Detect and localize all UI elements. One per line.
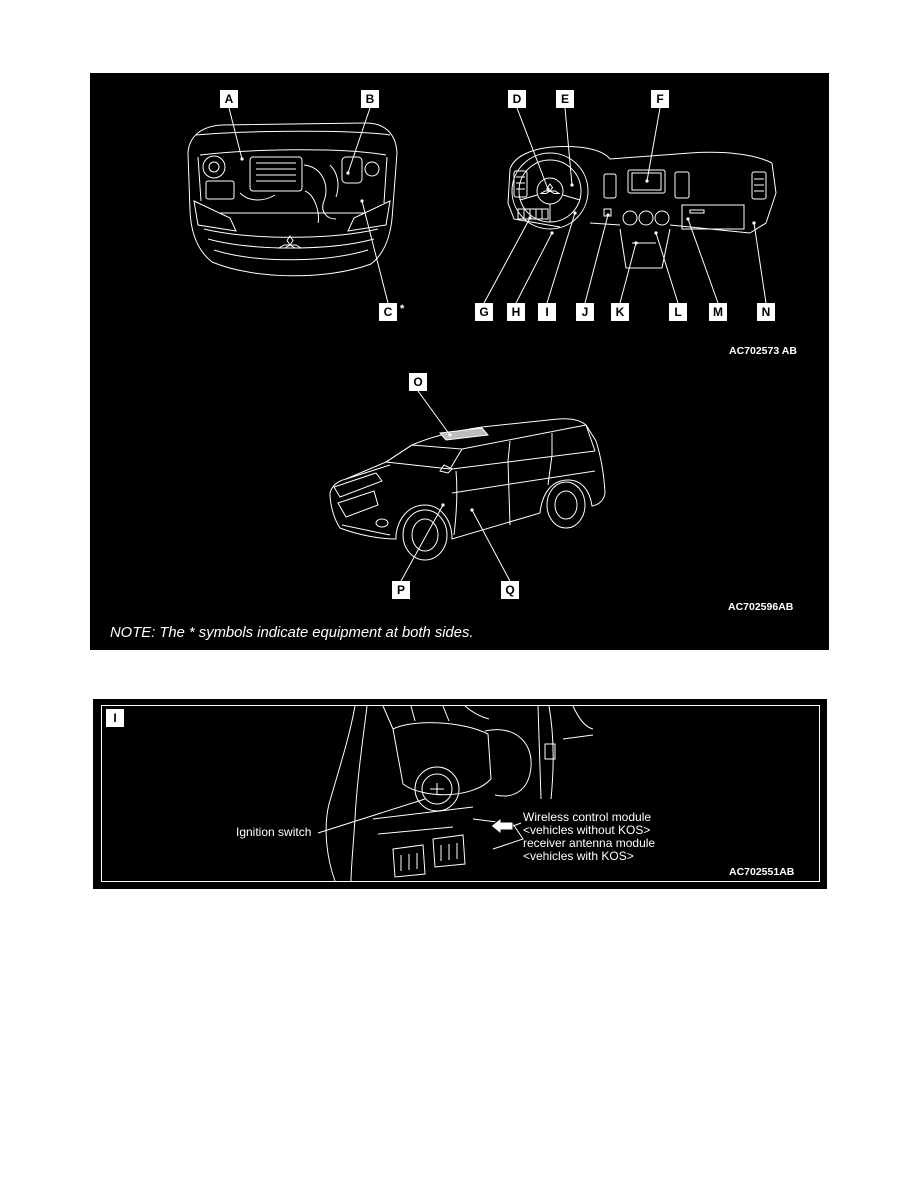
detail-figure-code: AC702551AB <box>729 866 795 878</box>
front-wheel <box>403 510 447 560</box>
engine-cover-ribs <box>256 163 296 181</box>
hoses <box>240 165 338 223</box>
glove-box-handle <box>690 210 704 213</box>
callout-o: O <box>409 373 427 391</box>
module-arrow <box>491 818 513 834</box>
leader-n <box>754 223 766 303</box>
both-sides-asterisk: * <box>400 303 405 315</box>
fog-light <box>376 519 388 527</box>
pillar-trim-inner <box>351 706 367 881</box>
module-leader <box>513 823 521 826</box>
leader-dot-m <box>686 217 689 220</box>
leader-j <box>585 215 608 303</box>
hood-line <box>346 462 450 479</box>
leader-dot-a <box>240 157 243 160</box>
windshield <box>386 445 462 469</box>
leader-dot-e <box>570 183 573 186</box>
battery <box>206 181 234 199</box>
leader-h <box>516 233 552 303</box>
leader-dot-d <box>546 187 549 190</box>
callout-j: J <box>576 303 594 321</box>
leader-c <box>362 201 388 303</box>
leader-dot-g <box>528 216 531 219</box>
module-label <box>523 811 655 863</box>
detail-line-art <box>93 699 827 889</box>
sunroof <box>440 428 488 440</box>
module-label-line-3: receiver antenna module <box>523 836 656 850</box>
leader-dot-c <box>360 199 363 202</box>
leader-dot-b <box>346 171 349 174</box>
callout-p: P <box>392 581 410 599</box>
pillar-trim-outer <box>326 706 355 881</box>
fender-inner-lines <box>198 157 387 203</box>
steering-column-cover <box>393 723 491 795</box>
body-crease <box>452 471 595 493</box>
callout-d: D <box>508 90 526 108</box>
detail-figure-i <box>93 699 827 889</box>
ignition-switch-leader <box>318 799 425 833</box>
strut-tower-right <box>365 162 379 176</box>
leader-dot-i <box>573 211 576 214</box>
callout-i: I <box>538 303 556 321</box>
leader-dot-n <box>752 221 755 224</box>
component-location-figure <box>90 73 829 650</box>
figure-code-lower: AC702596AB <box>728 601 794 613</box>
module-label-line-4: <vehicles with KOS> <box>523 849 634 863</box>
key-slot <box>430 783 444 795</box>
callout-l: L <box>669 303 687 321</box>
cowl-line <box>200 150 386 155</box>
leader-dot-k <box>634 241 637 244</box>
intake-duct <box>304 165 336 219</box>
leader-dot-q <box>470 508 473 511</box>
strut-tower-left <box>203 156 225 178</box>
leader-dot-h <box>550 231 553 234</box>
callout-q: Q <box>501 581 519 599</box>
leader-k <box>620 243 636 303</box>
callout-b: B <box>361 90 379 108</box>
instrument-panel-illustration <box>508 147 776 269</box>
trim-panel <box>485 730 531 796</box>
leader-dot-f <box>645 179 648 182</box>
module-label-line-2: <vehicles without KOS> <box>523 823 651 837</box>
column-upper-lines <box>383 706 489 729</box>
leader-lines <box>229 108 766 581</box>
center-vent-left <box>604 174 616 198</box>
center-vent-right <box>675 172 689 198</box>
right-frame <box>538 706 593 799</box>
hood-outline <box>188 123 397 153</box>
callout-f: F <box>651 90 669 108</box>
glove-box <box>682 205 744 229</box>
front-wheel-rim <box>412 519 438 551</box>
strut-mount-left <box>209 162 219 172</box>
leader-dot-o <box>448 433 451 436</box>
leader-dot-l <box>654 231 657 234</box>
module-label-line-1: Wireless control module <box>523 810 652 824</box>
ignition-switch-label: Ignition switch <box>236 825 312 839</box>
front-emblem <box>279 236 301 248</box>
climate-knob-right <box>655 211 669 225</box>
rear-wheel <box>547 482 585 528</box>
leader-dot-j <box>606 213 609 216</box>
climate-knob-center <box>639 211 653 225</box>
front-grille <box>338 491 378 517</box>
callout-g: G <box>475 303 493 321</box>
leader-m <box>688 219 718 303</box>
leader-o <box>418 391 450 435</box>
figure-code-upper: AC702573 AB <box>729 345 797 357</box>
engine-compartment-illustration <box>188 123 397 276</box>
callout-e: E <box>556 90 574 108</box>
vehicle-illustration <box>330 419 605 560</box>
detail-callout-i: I <box>106 709 124 727</box>
dash-left-end <box>508 169 514 219</box>
headlight-left <box>194 201 236 231</box>
leader-b <box>348 108 370 173</box>
leader-dot-p <box>441 503 444 506</box>
callout-m: M <box>709 303 727 321</box>
leader-q <box>472 510 510 581</box>
climate-knob-left <box>623 211 637 225</box>
leader-i <box>547 213 575 303</box>
callout-h: H <box>507 303 525 321</box>
engine-cover <box>250 157 302 191</box>
overview-line-art <box>90 73 829 650</box>
dash-lower-edge <box>514 219 750 233</box>
right-vent-slats <box>754 179 764 191</box>
center-console <box>620 229 670 268</box>
figure-note: NOTE: The * symbols indicate equipment at both sides. <box>110 625 474 641</box>
callout-n: N <box>757 303 775 321</box>
callout-a: A <box>220 90 238 108</box>
dash-top <box>510 147 772 170</box>
rear-wheel-rim <box>555 491 577 519</box>
callout-k: K <box>611 303 629 321</box>
callout-c: C <box>379 303 397 321</box>
steering-wheel-emblem <box>541 184 559 194</box>
